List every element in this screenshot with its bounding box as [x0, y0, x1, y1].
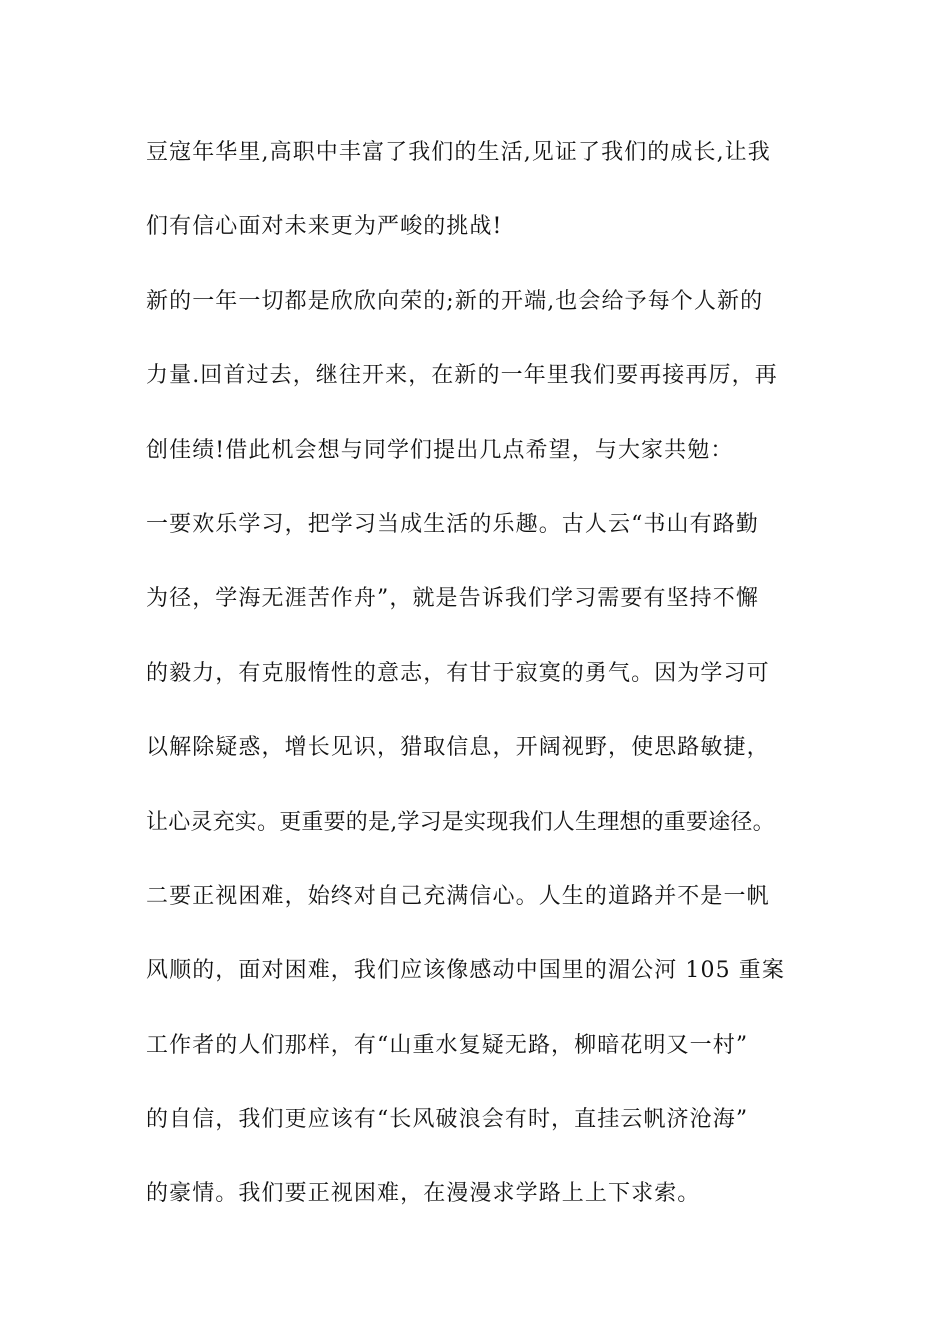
text-line: 的自信，我们更应该有“长风破浪会有时，直挂云帆济沧海” — [146, 1107, 749, 1133]
text-line: 的毅力，有克服惰性的意志，有甘于寂寞的勇气。因为学习可 — [146, 660, 770, 686]
text-line: 让心灵充实。更重要的是,学习是实现我们人生理想的重要途径。 — [146, 809, 775, 835]
text-line: 们有信心面对未来更为严峻的挑战! — [146, 214, 503, 240]
text-line: 二要正视困难，始终对自己充满信心。人生的道路并不是一帆 — [146, 883, 770, 909]
text-line: 创佳绩!借此机会想与同学们提出几点希望，与大家共勉： — [146, 437, 734, 463]
text-line: 工作者的人们那样，有“山重水复疑无路，柳暗花明又一村” — [146, 1032, 749, 1058]
text-line: 以解除疑惑，增长见识，猎取信息，开阔视野，使思路敏捷， — [146, 735, 770, 761]
body-text — [146, 130, 826, 1246]
text-line: 的豪情。我们要正视困难，在漫漫求学路上上下求索。 — [146, 1181, 701, 1207]
text-line: 豆寇年华里,高职中丰富了我们的生活,见证了我们的成长,让我 — [146, 140, 771, 165]
text-line: 风顺的，面对困难，我们应该像感动中国里的湄公河 105 重案 — [146, 958, 785, 984]
text-line: 为径，学海无涯苦作舟”，就是告诉我们学习需要有坚持不懈 — [146, 586, 759, 612]
text-line: 一要欢乐学习，把学习当成生活的乐趣。古人云“书山有路勤 — [146, 511, 759, 537]
text-line: 力量.回首过去，继往开来，在新的一年里我们要再接再厉，再 — [146, 363, 778, 389]
text-line: 新的一年一切都是欣欣向荣的;新的开端,也会给予每个人新的 — [146, 288, 764, 314]
